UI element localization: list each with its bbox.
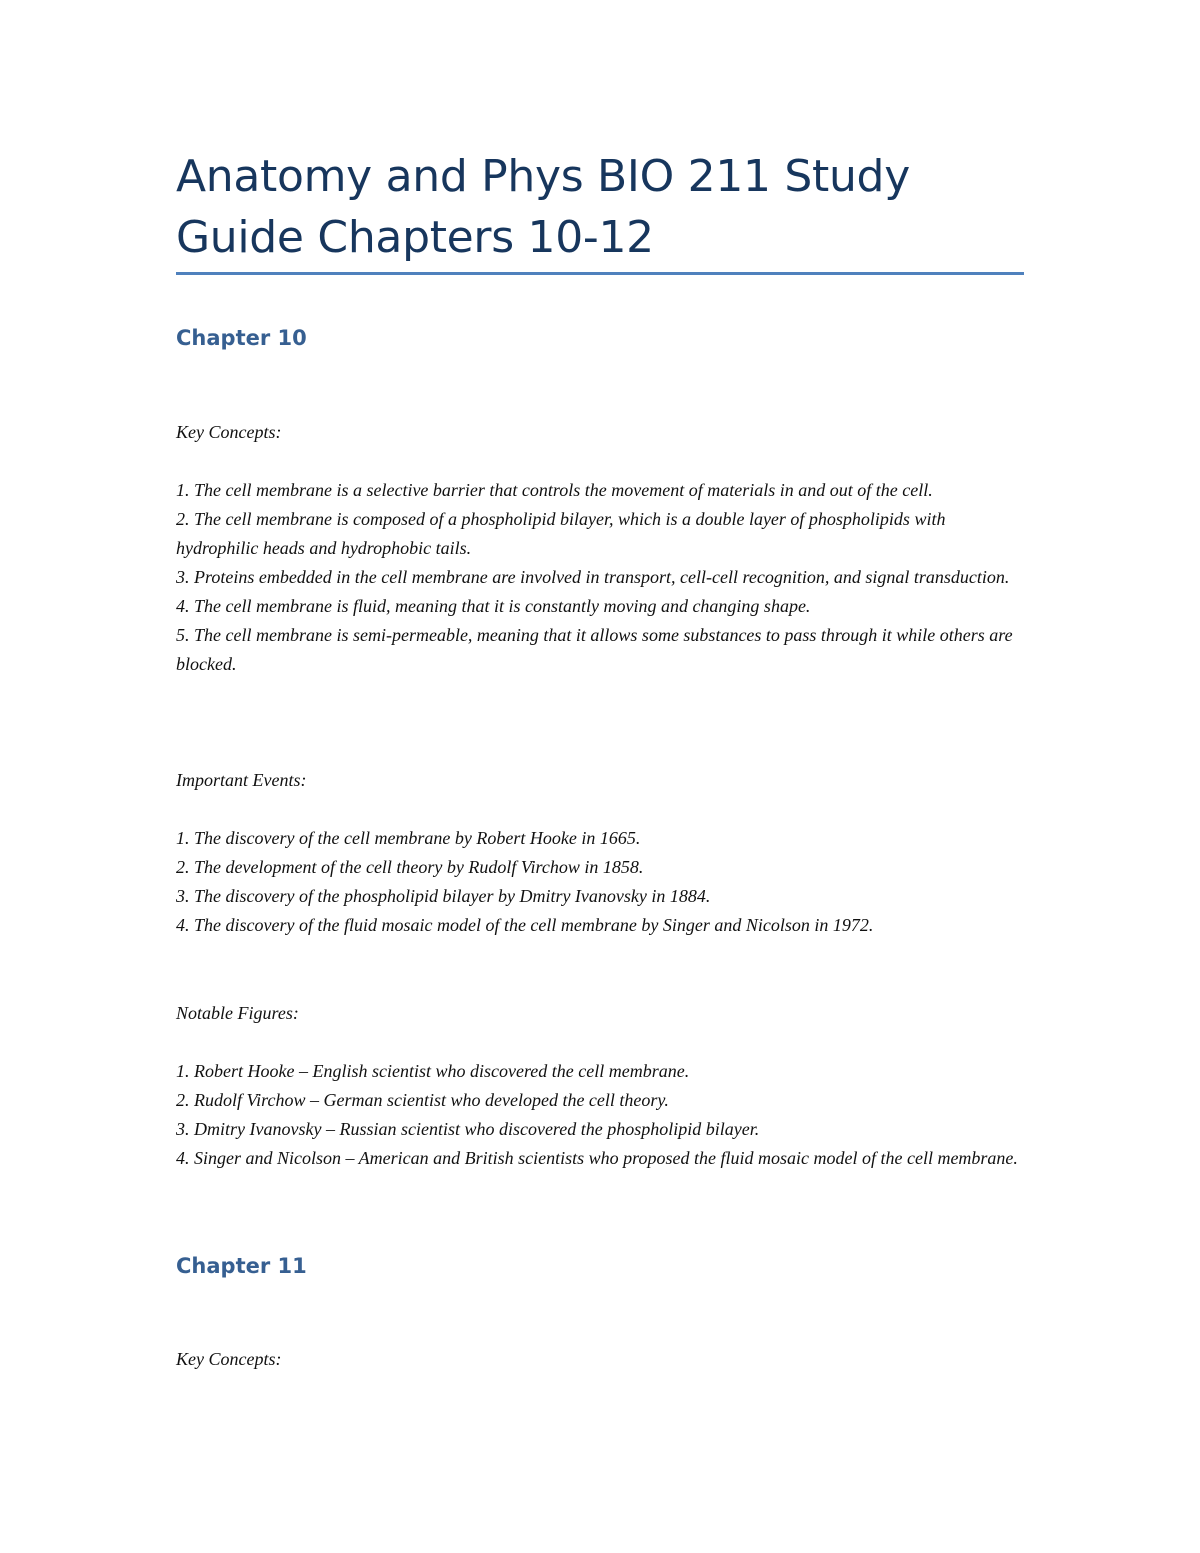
list-item: 5. The cell membrane is semi-permeable, meaning that it allows some substances to pass through it while others are blocked. — [176, 625, 1013, 674]
list-item: 1. The cell membrane is a selective barrier that controls the movement of materials in and out of the cell. — [176, 480, 933, 500]
title-underline — [176, 272, 1024, 275]
chapter-11-heading: Chapter 11 — [176, 1254, 307, 1278]
chapter-10-key-concepts — [176, 418, 1026, 679]
key-concepts-label: Key Concepts: — [176, 1349, 282, 1369]
list-item: 2. The development of the cell theory by Rudolf Virchow in 1858. — [176, 857, 644, 877]
list-item: 4. The discovery of the fluid mosaic model of the cell membrane by Singer and Nicolson in 1972. — [176, 915, 874, 935]
document-title: Anatomy and Phys BIO 211 Study Guide Chapters 10-12 — [176, 151, 910, 263]
list-item: 4. Singer and Nicolson – American and British scientists who proposed the fluid mosaic model of the cell membrane. — [176, 1148, 1018, 1168]
chapter-10-important-events — [176, 766, 1026, 940]
chapter-10-notable-figures — [176, 999, 1026, 1173]
key-concepts-label: Key Concepts: — [176, 422, 282, 442]
list-item: 1. Robert Hooke – English scientist who discovered the cell membrane. — [176, 1061, 690, 1081]
list-item: 1. The discovery of the cell membrane by Robert Hooke in 1665. — [176, 828, 641, 848]
list-item: 4. The cell membrane is fluid, meaning that it is constantly moving and changing shape. — [176, 596, 811, 616]
list-item: 2. The cell membrane is composed of a phospholipid bilayer, which is a double layer of phospholipids with hydrophilic heads and hydrophobic tails. — [176, 509, 946, 558]
list-item: 3. Proteins embedded in the cell membrane are involved in transport, cell-cell recognition, and signal transduction. — [176, 567, 1010, 587]
list-item: 3. Dmitry Ivanovsky – Russian scientist who discovered the phospholipid bilayer. — [176, 1119, 760, 1139]
list-item: 2. Rudolf Virchow – German scientist who developed the cell theory. — [176, 1090, 669, 1110]
chapter-10-heading: Chapter 10 — [176, 326, 307, 350]
notable-figures-label: Notable Figures: — [176, 1003, 299, 1023]
chapter-11-key-concepts — [176, 1345, 1026, 1374]
important-events-label: Important Events: — [176, 770, 307, 790]
list-item: 3. The discovery of the phospholipid bilayer by Dmitry Ivanovsky in 1884. — [176, 886, 711, 906]
